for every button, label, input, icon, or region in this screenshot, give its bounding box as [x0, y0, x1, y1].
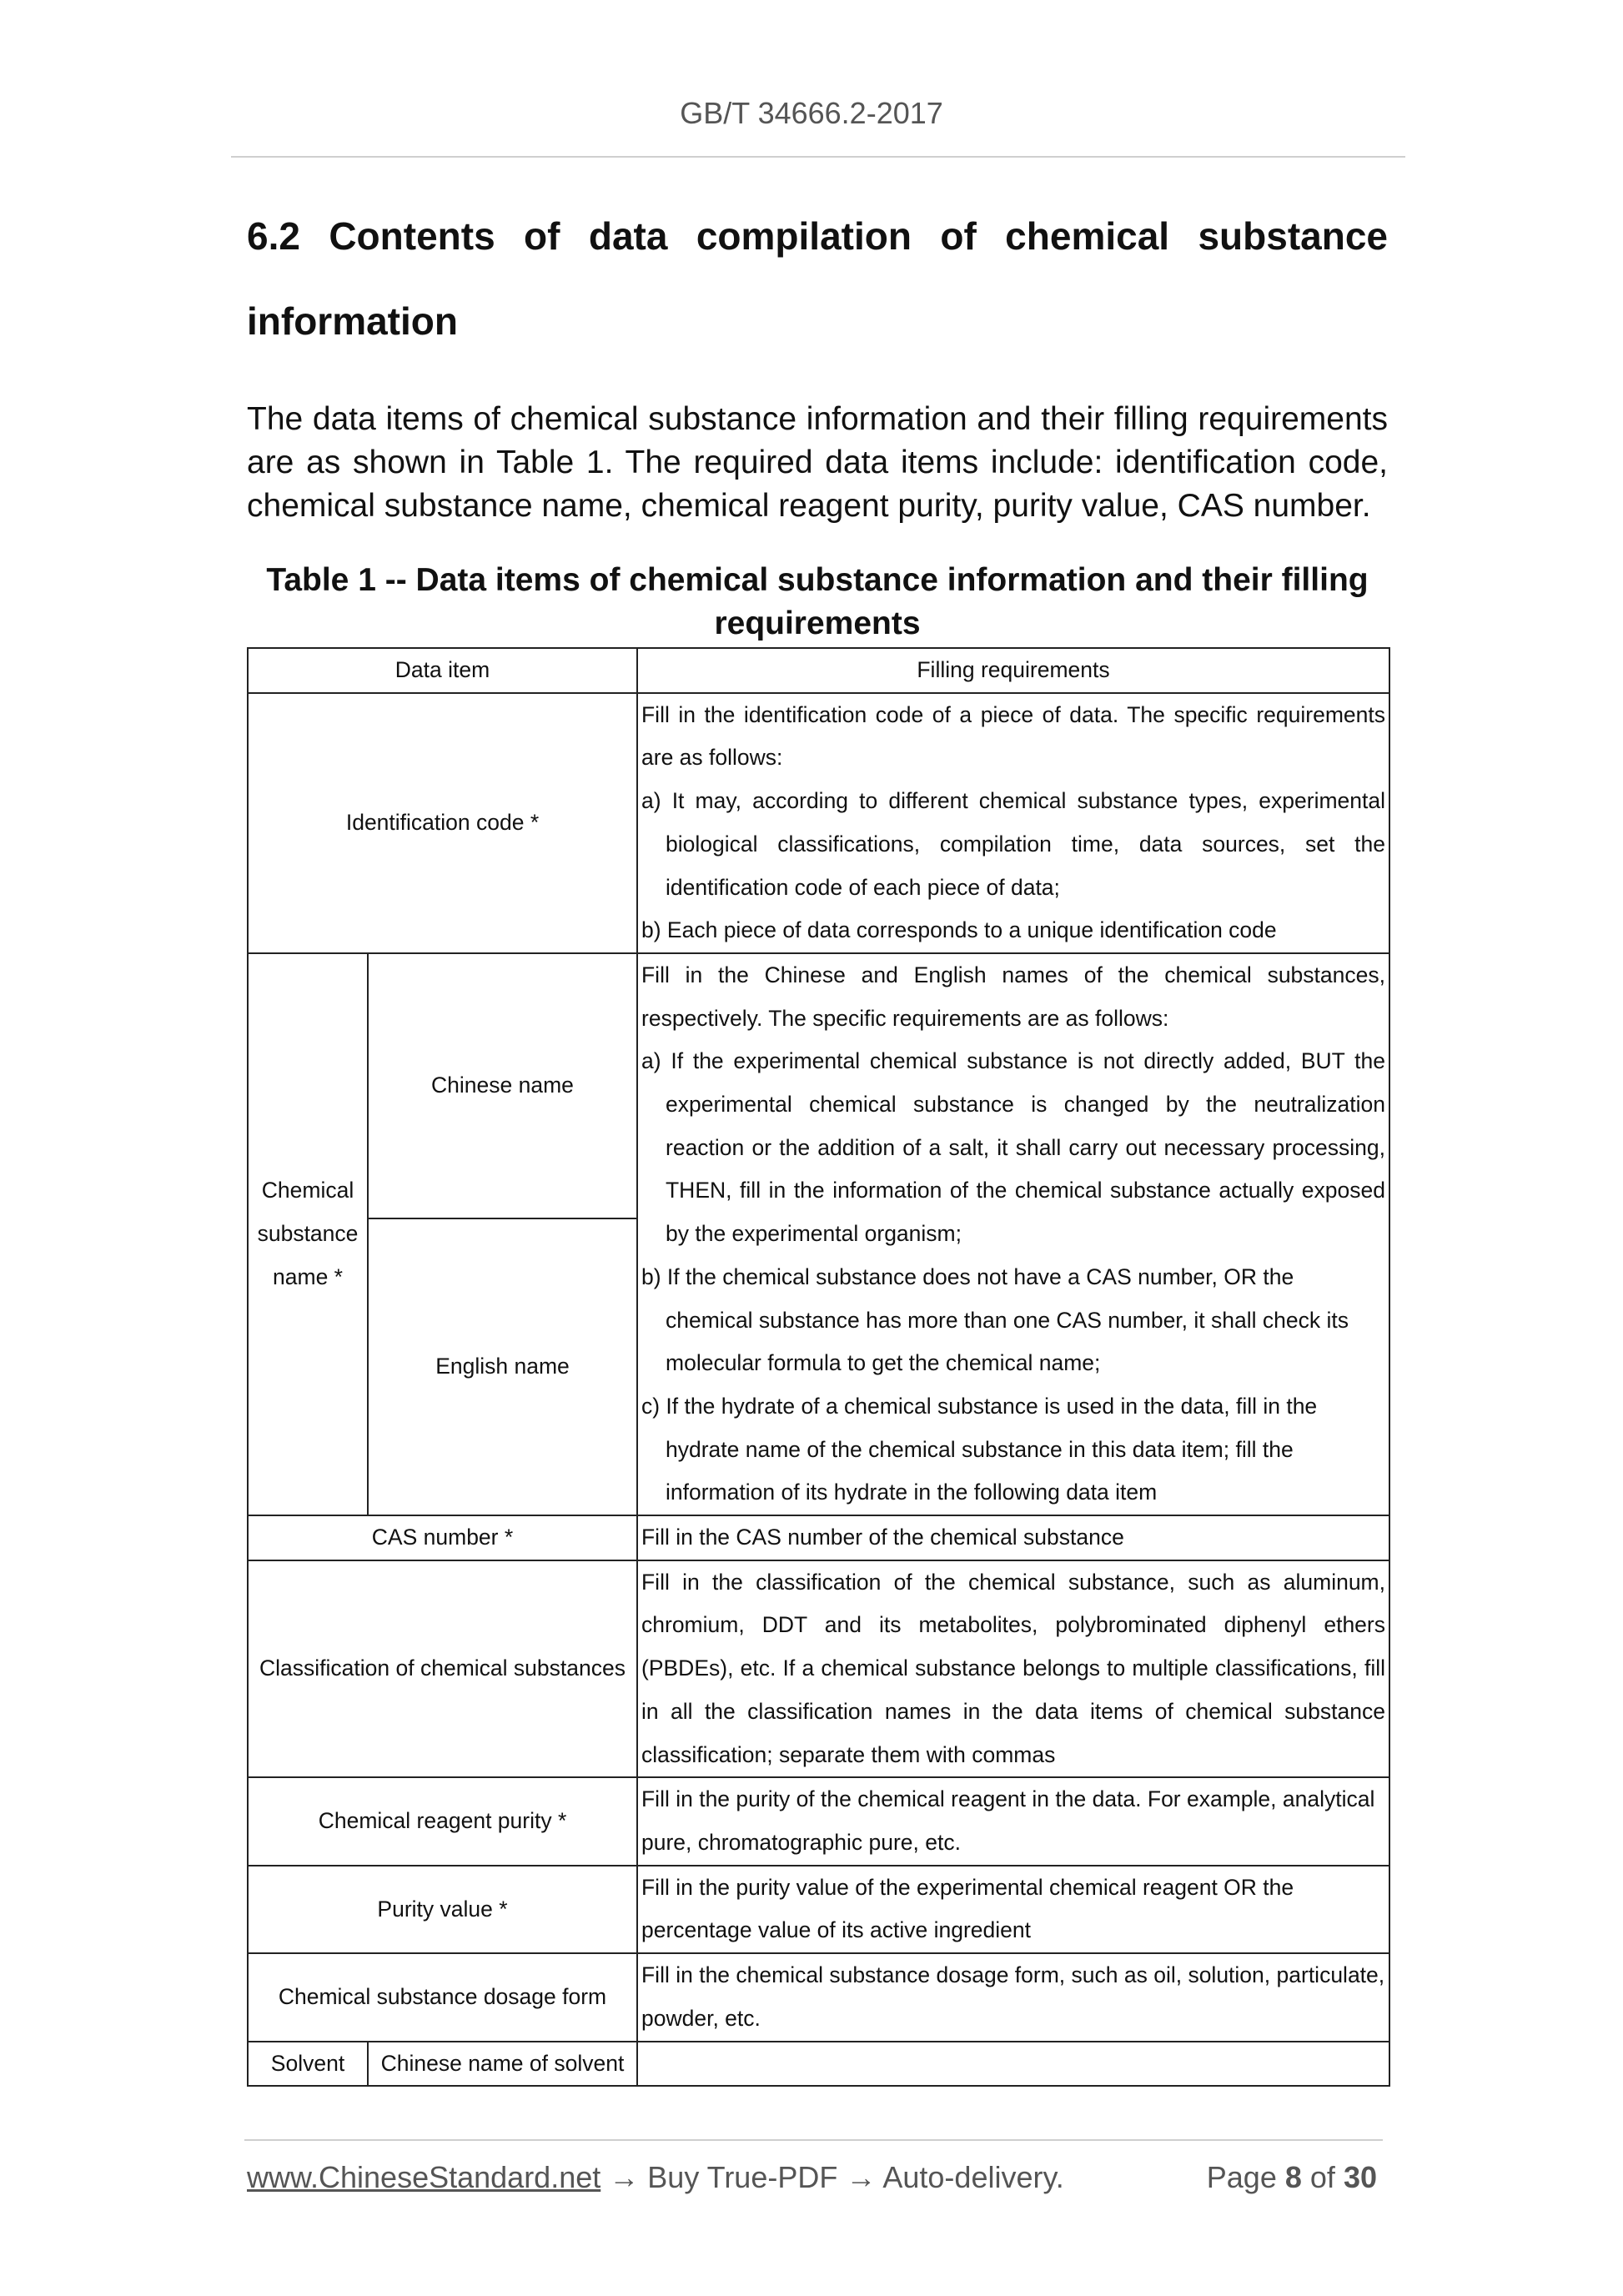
table-row [248, 1560, 1389, 1778]
table-row [248, 1777, 1389, 1865]
section-title: 6.2 Contents of data compilation of chemical substance information [247, 214, 1388, 343]
arrow-right-icon: → [846, 2160, 877, 2194]
req-cas-number: Fill in the CAS number of the chemical substance [637, 1515, 1389, 1560]
header-data-item: Data item [248, 648, 637, 693]
item-cas-number: CAS number * [248, 1515, 637, 1560]
req-list-item: a) It may, according to different chemical substance types, experimental biological classifications, compilation time, data sources, set the identification code of each piece of data; [641, 788, 1385, 900]
header-filling-requirements: Filling requirements [637, 648, 1389, 693]
auto-delivery-text: Auto-delivery. [882, 2160, 1064, 2194]
req-text: b) Each piece of data corresponds to a unique identification code [641, 917, 1277, 943]
item-identification-code: Identification code * [248, 693, 637, 953]
req-identification-code [637, 693, 1389, 953]
item-reagent-purity: Chemical reagent purity * [248, 1777, 637, 1865]
req-classification: Fill in the classification of the chemical substance, such as aluminum, chromium, DDT and its metabolites, polybrominated diphenyl ethers (PBDEs), etc. If a chemical substance belongs to multiple classifications, fill in all the classification names in the data items of chemical substance classification; separate them with commas [637, 1560, 1389, 1778]
table-row [248, 953, 1389, 1218]
header-divider [231, 156, 1405, 158]
data-items-table [247, 647, 1390, 2087]
website-link[interactable]: www.ChineseStandard.net [247, 2160, 601, 2194]
req-text: Fill in the Chinese and English names of the chemical substances, respectively. The specific requirements are as follows: [641, 962, 1385, 1031]
intro-paragraph: The data items of chemical substance information and their filling requirements are as shown in Table 1. The required data items include: identification code, chemical substance name, chemical reagent purity, purity value, CAS number. [247, 401, 1388, 524]
item-chinese-name-of-solvent: Chinese name of solvent [368, 2042, 637, 2087]
item-chinese-name: Chinese name [368, 953, 637, 1218]
page-current: 8 [1284, 2160, 1302, 2194]
item-english-name: English name [368, 1218, 637, 1515]
footer-left [247, 2160, 1064, 2195]
footer-divider [244, 2139, 1383, 2141]
req-list-item: b) If the chemical substance does not have a CAS number, OR the chemical substance has more than one CAS number, it shall check its molecular formula to get the chemical name; [641, 1264, 1349, 1376]
req-solvent [637, 2042, 1389, 2087]
page-total: 30 [1343, 2160, 1377, 2194]
table-header-row [248, 648, 1389, 693]
req-text: Fill in the identification code of a piece of data. The specific requirements are as follows: [641, 701, 1385, 771]
item-purity-value: Purity value * [248, 1866, 637, 1953]
item-chemical-substance-name: Chemical substance name * [248, 953, 368, 1515]
req-list-item: c) If the hydrate of a chemical substance is used in the data, fill in the hydrate name of the chemical substance in this data item; fill the information of its hydrate in the following data item [641, 1393, 1318, 1505]
item-dosage-form: Chemical substance dosage form [248, 1953, 637, 2041]
req-chemical-substance-name [637, 953, 1389, 1515]
table-row [248, 1866, 1389, 1953]
table-caption: Table 1 -- Data items of chemical substance information and their filling requirements [266, 562, 1369, 641]
table-row [248, 1953, 1389, 2041]
req-reagent-purity: Fill in the purity of the chemical reagent in the data. For example, analytical pure, chromatographic pure, etc. [637, 1777, 1389, 1865]
page-header: GB/T 34666.2-2017 [680, 96, 943, 130]
table-row [248, 1515, 1389, 1560]
page-word: Page [1206, 2160, 1277, 2194]
req-dosage-form: Fill in the chemical substance dosage form, such as oil, solution, particulate, powder, etc. [637, 1953, 1389, 2041]
table-row [248, 693, 1389, 953]
of-word: of [1309, 2160, 1335, 2194]
page-number [1207, 2160, 1377, 2195]
item-solvent: Solvent [248, 2042, 368, 2087]
item-classification: Classification of chemical substances [248, 1560, 637, 1778]
req-purity-value: Fill in the purity value of the experimental chemical reagent OR the percentage value of its active ingredient [637, 1866, 1389, 1953]
req-list-item: a) If the experimental chemical substance is not directly added, BUT the experimental chemical substance is changed by the neutralization reaction or the addition of a salt, it shall carry out necessary processing, THEN, fill in the information of the chemical substance actually exposed by the experimental organism; [641, 1048, 1385, 1247]
table-row [248, 2042, 1389, 2087]
buy-true-pdf-text: Buy True-PDF [647, 2160, 838, 2194]
arrow-right-icon: → [609, 2160, 640, 2194]
